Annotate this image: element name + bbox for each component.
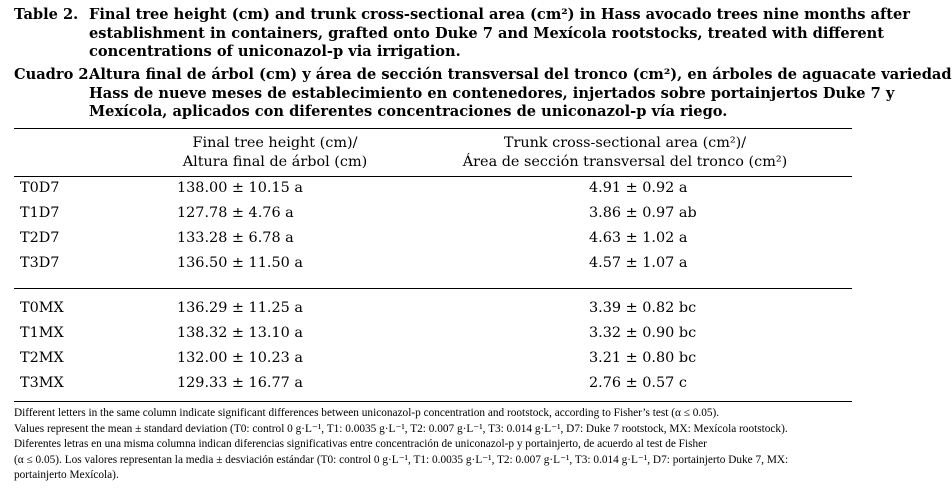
treatment-cell: T2MX: [20, 350, 64, 366]
table-bottom-rule: [14, 401, 852, 402]
area-cell: 2.76 ± 0.57 c: [589, 375, 687, 391]
area-cell: 4.57 ± 1.07 a: [589, 255, 688, 271]
height-cell: 129.33 ± 16.77 a: [177, 375, 303, 391]
table-footnote-spanish: [14, 437, 852, 484]
table-top-rule: [14, 128, 852, 129]
header-line-english: Trunk cross-sectional area (cm²)/: [503, 135, 747, 151]
area-cell: 3.39 ± 0.82 bc: [589, 300, 697, 316]
treatment-cell: T2D7: [20, 230, 60, 246]
height-cell: 138.00 ± 10.15 a: [177, 180, 303, 196]
table-caption-english: [14, 6, 910, 62]
caption-label: Table 2.: [14, 6, 79, 23]
column-header-area: [440, 134, 810, 172]
group-separator-rule: [14, 288, 852, 289]
area-cell: 4.63 ± 1.02 a: [589, 230, 688, 246]
header-line-spanish: Área de sección transversal del tronco (cm²): [462, 154, 788, 170]
footnote-line: Different letters in the same column indicate significant differences between uniconazol-p concentration and rootstock, according to Fisher’s test (α ≤ 0.05).: [14, 407, 720, 419]
treatment-cell: T0MX: [20, 300, 64, 316]
caption-text-line-3: Mexícola, aplicados con diferentes concentraciones de uniconazol-p vía riego.: [89, 103, 728, 120]
footnote-line: Diferentes letras en una misma columna indican diferencias significativas entre concentración de uniconazol-p y portainjerto, de acuerdo al test de Fisher: [14, 438, 707, 450]
caption-text-line-1: Altura final de árbol (cm) y área de sección transversal del tronco (cm²), en árboles de aguacate variedad: [89, 66, 952, 83]
footnote-line: (α ≤ 0.05). Los valores representan la media ± desviación estándar (T0: control 0 g·L⁻¹, T1: 0.0035 g·L⁻¹, T2: 0.007 g·L⁻¹, T3: 0.014 g·L⁻¹, D7: portainjerto Duke 7, MX:: [14, 453, 789, 466]
area-cell: 4.91 ± 0.92 a: [589, 180, 688, 196]
caption-line: [14, 24, 885, 44]
caption-text-line-3: concentrations of uniconazol-p via irrigation.: [89, 43, 461, 60]
caption-text-line-2: Hass de nueve meses de establecimiento en contenedores, injertados sobre portainjertos Duke 7 y: [89, 84, 895, 102]
caption-line: [14, 6, 910, 25]
treatment-cell: T3MX: [20, 375, 64, 391]
caption-line: [14, 84, 895, 104]
table-footnote-english: [14, 406, 852, 437]
height-cell: 136.29 ± 11.25 a: [177, 300, 303, 316]
height-cell: 136.50 ± 11.50 a: [177, 255, 303, 271]
area-cell: 3.32 ± 0.90 bc: [589, 325, 697, 341]
caption-text-line-2: establishment in containers, grafted onto Duke 7 and Mexícola rootstocks, treated with different: [89, 24, 885, 42]
table-caption-spanish: [14, 66, 952, 122]
height-cell: 138.32 ± 13.10 a: [177, 325, 303, 341]
header-line-english: Final tree height (cm)/: [192, 135, 358, 151]
caption-line: [14, 103, 852, 122]
column-header-height: [140, 134, 410, 172]
treatment-cell: T3D7: [20, 255, 60, 271]
caption-line: [14, 66, 952, 85]
footnote-line: Values represent the mean ± standard deviation (T0: control 0 g·L⁻¹, T1: 0.0035 g·L⁻¹, T2: 0.007 g·L⁻¹, T3: 0.014 g·L⁻¹, D7: Duke 7 rootstock, MX: Mexícola rootstock).: [14, 422, 788, 435]
header-rule: [14, 176, 852, 177]
height-cell: 133.28 ± 6.78 a: [177, 230, 294, 246]
area-cell: 3.21 ± 0.80 bc: [589, 350, 697, 366]
area-cell: 3.86 ± 0.97 ab: [589, 205, 697, 221]
treatment-cell: T0D7: [20, 180, 60, 196]
caption-text-line-1: Final tree height (cm) and trunk cross-sectional area (cm²) in Hass avocado trees nine months after: [89, 6, 910, 23]
height-cell: 132.00 ± 10.23 a: [177, 350, 303, 366]
treatment-cell: T1D7: [20, 205, 60, 221]
height-cell: 127.78 ± 4.76 a: [177, 205, 294, 221]
caption-line: [14, 43, 852, 62]
footnote-line: portainjerto Mexícola).: [14, 469, 119, 482]
treatment-cell: T1MX: [20, 325, 64, 341]
caption-label: Cuadro 2.: [14, 66, 94, 83]
header-line-spanish: Altura final de árbol (cm): [182, 154, 368, 170]
